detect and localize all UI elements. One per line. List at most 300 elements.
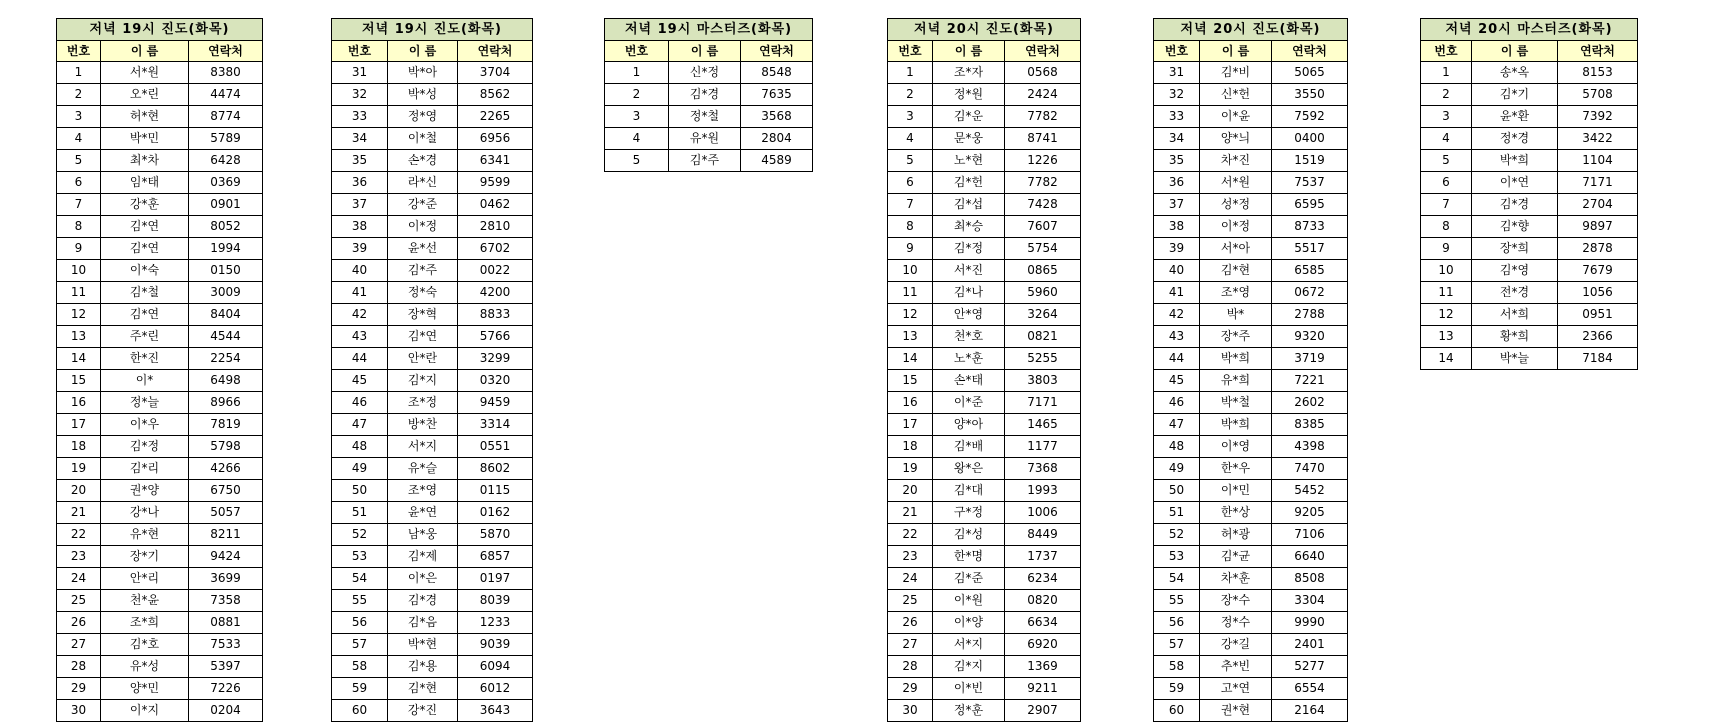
cell-contact: 0820 <box>1005 590 1081 612</box>
cell-number: 46 <box>1154 392 1200 414</box>
cell-number: 4 <box>1421 128 1472 150</box>
header-contact: 연락처 <box>1005 41 1081 62</box>
cell-name: 강*준 <box>388 194 458 216</box>
cell-contact: 5517 <box>1272 238 1348 260</box>
cell-contact: 0204 <box>189 700 263 722</box>
cell-name: 정*훈 <box>933 700 1005 722</box>
table-row <box>1154 678 1348 700</box>
cell-name: 안*란 <box>388 348 458 370</box>
cell-number: 45 <box>332 370 388 392</box>
cell-contact: 7782 <box>1005 106 1081 128</box>
cell-number: 38 <box>1154 216 1200 238</box>
cell-number: 17 <box>57 414 101 436</box>
table-row <box>888 700 1081 722</box>
table-row <box>1154 392 1348 414</box>
table-row <box>332 282 533 304</box>
cell-name: 차*진 <box>1200 150 1272 172</box>
cell-number: 56 <box>332 612 388 634</box>
cell-name: 황*희 <box>1472 326 1558 348</box>
cell-name: 김*정 <box>101 436 189 458</box>
cell-name: 이*연 <box>1472 172 1558 194</box>
cell-number: 54 <box>1154 568 1200 590</box>
table-row <box>332 260 533 282</box>
cell-number: 42 <box>332 304 388 326</box>
table-row <box>1154 194 1348 216</box>
table-row <box>888 106 1081 128</box>
table-row <box>57 194 263 216</box>
cell-name: 남*웅 <box>388 524 458 546</box>
cell-contact: 0881 <box>189 612 263 634</box>
table-row <box>332 304 533 326</box>
cell-contact: 9320 <box>1272 326 1348 348</box>
cell-name: 강*훈 <box>101 194 189 216</box>
table-row <box>888 194 1081 216</box>
cell-name: 강*나 <box>101 502 189 524</box>
table-row <box>57 172 263 194</box>
table-row <box>888 612 1081 634</box>
cell-name: 이*우 <box>101 414 189 436</box>
table-row <box>1154 502 1348 524</box>
cell-contact: 2704 <box>1558 194 1638 216</box>
cell-number: 7 <box>888 194 933 216</box>
cell-name: 김*성 <box>933 524 1005 546</box>
table-row <box>332 238 533 260</box>
cell-contact: 7106 <box>1272 524 1348 546</box>
table-row <box>57 656 263 678</box>
cell-contact: 1369 <box>1005 656 1081 678</box>
cell-contact: 7368 <box>1005 458 1081 480</box>
cell-number: 55 <box>1154 590 1200 612</box>
cell-contact: 1994 <box>189 238 263 260</box>
cell-contact: 0320 <box>458 370 533 392</box>
table-row <box>332 700 533 722</box>
cell-name: 장*수 <box>1200 590 1272 612</box>
cell-contact: 0150 <box>189 260 263 282</box>
table-row <box>57 524 263 546</box>
cell-number: 60 <box>1154 700 1200 722</box>
cell-number: 23 <box>888 546 933 568</box>
cell-contact: 7428 <box>1005 194 1081 216</box>
header-name: 이 름 <box>1200 41 1272 62</box>
cell-number: 31 <box>1154 62 1200 84</box>
cell-name: 김*음 <box>388 612 458 634</box>
table-row <box>1421 238 1638 260</box>
cell-contact: 8548 <box>741 62 813 84</box>
cell-number: 40 <box>1154 260 1200 282</box>
cell-contact: 5277 <box>1272 656 1348 678</box>
cell-name: 이*은 <box>388 568 458 590</box>
table-row <box>332 524 533 546</box>
cell-name: 이*철 <box>388 128 458 150</box>
cell-contact: 2265 <box>458 106 533 128</box>
cell-contact: 4474 <box>189 84 263 106</box>
table-row <box>1154 568 1348 590</box>
cell-contact: 5798 <box>189 436 263 458</box>
roster-table-4 <box>887 18 1081 722</box>
cell-number: 6 <box>1421 172 1472 194</box>
cell-number: 51 <box>332 502 388 524</box>
cell-contact: 1519 <box>1272 150 1348 172</box>
table-row <box>1154 414 1348 436</box>
table-title-row <box>1421 19 1638 41</box>
cell-number: 13 <box>57 326 101 348</box>
cell-name: 이*윤 <box>1200 106 1272 128</box>
header-name: 이 름 <box>388 41 458 62</box>
header-number: 번호 <box>888 41 933 62</box>
cell-name: 김*기 <box>1472 84 1558 106</box>
table-row <box>888 370 1081 392</box>
cell-number: 16 <box>888 392 933 414</box>
cell-contact: 5057 <box>189 502 263 524</box>
cell-contact: 7607 <box>1005 216 1081 238</box>
table-row <box>888 304 1081 326</box>
table-row <box>1421 194 1638 216</box>
cell-name: 박*희 <box>1200 414 1272 436</box>
table-row <box>1421 106 1638 128</box>
cell-name: 정*수 <box>1200 612 1272 634</box>
roster-table-3 <box>604 18 813 172</box>
table-row <box>888 260 1081 282</box>
cell-number: 22 <box>888 524 933 546</box>
table-title: 저녁 19시 진도(화목) <box>57 19 263 41</box>
table-row <box>1154 436 1348 458</box>
cell-number: 56 <box>1154 612 1200 634</box>
cell-name: 안*영 <box>933 304 1005 326</box>
cell-contact: 0821 <box>1005 326 1081 348</box>
header-name: 이 름 <box>101 41 189 62</box>
cell-number: 58 <box>1154 656 1200 678</box>
cell-contact: 7533 <box>189 634 263 656</box>
cell-contact: 7184 <box>1558 348 1638 370</box>
cell-name: 권*현 <box>1200 700 1272 722</box>
cell-contact: 3643 <box>458 700 533 722</box>
table-title: 저녁 19시 진도(화목) <box>332 19 533 41</box>
cell-name: 조*정 <box>388 392 458 414</box>
cell-number: 25 <box>57 590 101 612</box>
cell-name: 김*지 <box>388 370 458 392</box>
cell-name: 한*진 <box>101 348 189 370</box>
cell-contact: 6498 <box>189 370 263 392</box>
cell-number: 1 <box>57 62 101 84</box>
cell-number: 53 <box>1154 546 1200 568</box>
cell-name: 한*상 <box>1200 502 1272 524</box>
cell-name: 윤*환 <box>1472 106 1558 128</box>
table-row <box>1421 62 1638 84</box>
cell-name: 이*준 <box>933 392 1005 414</box>
table-row <box>888 656 1081 678</box>
table-row <box>1154 524 1348 546</box>
table-row <box>57 304 263 326</box>
cell-contact: 2878 <box>1558 238 1638 260</box>
cell-contact: 3299 <box>458 348 533 370</box>
cell-name: 김*헌 <box>933 172 1005 194</box>
cell-number: 14 <box>57 348 101 370</box>
cell-number: 35 <box>1154 150 1200 172</box>
cell-contact: 7221 <box>1272 370 1348 392</box>
header-row <box>888 41 1081 62</box>
cell-name: 박*아 <box>388 62 458 84</box>
table-row <box>888 502 1081 524</box>
cell-number: 11 <box>1421 282 1472 304</box>
table-row <box>332 128 533 150</box>
cell-number: 15 <box>57 370 101 392</box>
cell-contact: 7592 <box>1272 106 1348 128</box>
cell-number: 9 <box>57 238 101 260</box>
cell-name: 박*희 <box>1200 348 1272 370</box>
cell-number: 46 <box>332 392 388 414</box>
cell-number: 21 <box>888 502 933 524</box>
cell-name: 김*철 <box>101 282 189 304</box>
cell-number: 12 <box>888 304 933 326</box>
cell-contact: 1104 <box>1558 150 1638 172</box>
cell-name: 김*주 <box>388 260 458 282</box>
cell-name: 서*진 <box>933 260 1005 282</box>
cell-name: 김*연 <box>101 304 189 326</box>
cell-number: 4 <box>888 128 933 150</box>
cell-contact: 4266 <box>189 458 263 480</box>
cell-name: 천*윤 <box>101 590 189 612</box>
cell-name: 양*민 <box>101 678 189 700</box>
cell-name: 이*정 <box>388 216 458 238</box>
cell-number: 39 <box>332 238 388 260</box>
cell-contact: 8449 <box>1005 524 1081 546</box>
cell-contact: 1006 <box>1005 502 1081 524</box>
cell-name: 정*영 <box>388 106 458 128</box>
cell-number: 2 <box>605 84 669 106</box>
table-row <box>1154 458 1348 480</box>
cell-contact: 2788 <box>1272 304 1348 326</box>
cell-name: 노*훈 <box>933 348 1005 370</box>
cell-name: 김*리 <box>101 458 189 480</box>
cell-number: 43 <box>332 326 388 348</box>
cell-number: 13 <box>888 326 933 348</box>
header-contact: 연락처 <box>458 41 533 62</box>
cell-number: 6 <box>888 172 933 194</box>
cell-contact: 3719 <box>1272 348 1348 370</box>
cell-contact: 8380 <box>189 62 263 84</box>
cell-name: 이*숙 <box>101 260 189 282</box>
cell-name: 구*정 <box>933 502 1005 524</box>
cell-contact: 7226 <box>189 678 263 700</box>
table-row <box>332 568 533 590</box>
cell-contact: 3009 <box>189 282 263 304</box>
table-row <box>888 678 1081 700</box>
cell-contact: 2164 <box>1272 700 1348 722</box>
cell-number: 16 <box>57 392 101 414</box>
cell-number: 22 <box>57 524 101 546</box>
table-row <box>1154 282 1348 304</box>
table-row <box>332 216 533 238</box>
cell-contact: 6702 <box>458 238 533 260</box>
cell-name: 유*희 <box>1200 370 1272 392</box>
cell-contact: 1056 <box>1558 282 1638 304</box>
cell-contact: 0865 <box>1005 260 1081 282</box>
cell-name: 이*영 <box>1200 436 1272 458</box>
cell-number: 18 <box>888 436 933 458</box>
cell-contact: 2254 <box>189 348 263 370</box>
cell-name: 허*현 <box>101 106 189 128</box>
cell-number: 12 <box>57 304 101 326</box>
cell-number: 11 <box>888 282 933 304</box>
cell-name: 서*희 <box>1472 304 1558 326</box>
cell-contact: 2810 <box>458 216 533 238</box>
cell-contact: 8404 <box>189 304 263 326</box>
table-row <box>1421 172 1638 194</box>
cell-number: 50 <box>332 480 388 502</box>
cell-contact: 1993 <box>1005 480 1081 502</box>
cell-name: 정*경 <box>1472 128 1558 150</box>
table-row <box>57 414 263 436</box>
cell-number: 49 <box>332 458 388 480</box>
cell-number: 44 <box>1154 348 1200 370</box>
cell-contact: 6640 <box>1272 546 1348 568</box>
header-contact: 연락처 <box>189 41 263 62</box>
cell-number: 2 <box>888 84 933 106</box>
cell-contact: 6585 <box>1272 260 1348 282</box>
cell-number: 52 <box>1154 524 1200 546</box>
table-row <box>57 590 263 612</box>
table-row <box>57 128 263 150</box>
cell-contact: 6595 <box>1272 194 1348 216</box>
cell-name: 김*경 <box>388 590 458 612</box>
cell-name: 서*원 <box>101 62 189 84</box>
cell-contact: 6234 <box>1005 568 1081 590</box>
cell-name: 김*섭 <box>933 194 1005 216</box>
roster-table-2 <box>331 18 533 722</box>
header-number: 번호 <box>1154 41 1200 62</box>
table-row <box>57 216 263 238</box>
cell-name: 오*린 <box>101 84 189 106</box>
cell-name: 이*양 <box>933 612 1005 634</box>
table-row <box>888 84 1081 106</box>
cell-number: 3 <box>1421 106 1472 128</box>
cell-contact: 0022 <box>458 260 533 282</box>
cell-number: 15 <box>888 370 933 392</box>
cell-contact: 8153 <box>1558 62 1638 84</box>
cell-number: 36 <box>332 172 388 194</box>
table-row <box>332 172 533 194</box>
table-title-row <box>1154 19 1348 41</box>
cell-contact: 4398 <box>1272 436 1348 458</box>
cell-number: 24 <box>888 568 933 590</box>
cell-contact: 8052 <box>189 216 263 238</box>
cell-number: 19 <box>57 458 101 480</box>
cell-contact: 9424 <box>189 546 263 568</box>
cell-contact: 8741 <box>1005 128 1081 150</box>
cell-contact: 7635 <box>741 84 813 106</box>
cell-name: 노*현 <box>933 150 1005 172</box>
table-title: 저녁 20시 마스터즈(화목) <box>1421 19 1638 41</box>
cell-number: 3 <box>888 106 933 128</box>
cell-name: 김*향 <box>1472 216 1558 238</box>
cell-number: 5 <box>1421 150 1472 172</box>
cell-contact: 2804 <box>741 128 813 150</box>
cell-number: 47 <box>332 414 388 436</box>
table-row <box>888 458 1081 480</box>
header-name: 이 름 <box>1472 41 1558 62</box>
cell-contact: 3314 <box>458 414 533 436</box>
cell-contact: 1233 <box>458 612 533 634</box>
table-row <box>332 62 533 84</box>
cell-contact: 3704 <box>458 62 533 84</box>
cell-name: 박*성 <box>388 84 458 106</box>
cell-name: 정*원 <box>933 84 1005 106</box>
cell-name: 윤*선 <box>388 238 458 260</box>
cell-contact: 0672 <box>1272 282 1348 304</box>
cell-name: 최*승 <box>933 216 1005 238</box>
cell-contact: 2401 <box>1272 634 1348 656</box>
cell-name: 손*경 <box>388 150 458 172</box>
cell-number: 27 <box>57 634 101 656</box>
cell-contact: 6956 <box>458 128 533 150</box>
cell-name: 안*리 <box>101 568 189 590</box>
cell-name: 신*정 <box>669 62 741 84</box>
cell-number: 42 <box>1154 304 1200 326</box>
cell-name: 송*옥 <box>1472 62 1558 84</box>
cell-number: 55 <box>332 590 388 612</box>
table-title: 저녁 20시 진도(화목) <box>888 19 1081 41</box>
header-contact: 연락처 <box>1558 41 1638 62</box>
cell-number: 1 <box>1421 62 1472 84</box>
cell-number: 8 <box>888 216 933 238</box>
cell-name: 김*운 <box>933 106 1005 128</box>
cell-number: 32 <box>332 84 388 106</box>
cell-contact: 5708 <box>1558 84 1638 106</box>
cell-name: 윤*연 <box>388 502 458 524</box>
header-number: 번호 <box>605 41 669 62</box>
cell-number: 35 <box>332 150 388 172</box>
cell-contact: 5255 <box>1005 348 1081 370</box>
cell-contact: 3568 <box>741 106 813 128</box>
cell-name: 박*민 <box>101 128 189 150</box>
header-row <box>605 41 813 62</box>
cell-number: 7 <box>57 194 101 216</box>
header-row <box>1421 41 1638 62</box>
cell-number: 10 <box>57 260 101 282</box>
table-row <box>888 546 1081 568</box>
table-row <box>888 634 1081 656</box>
cell-number: 14 <box>1421 348 1472 370</box>
header-contact: 연락처 <box>741 41 813 62</box>
table-row <box>57 612 263 634</box>
cell-number: 4 <box>605 128 669 150</box>
cell-number: 44 <box>332 348 388 370</box>
cell-number: 9 <box>888 238 933 260</box>
table-row <box>332 348 533 370</box>
cell-contact: 2424 <box>1005 84 1081 106</box>
table-title-row <box>332 19 533 41</box>
cell-number: 33 <box>1154 106 1200 128</box>
cell-name: 장*혁 <box>388 304 458 326</box>
table-row <box>888 150 1081 172</box>
cell-name: 유*슬 <box>388 458 458 480</box>
table-row <box>888 172 1081 194</box>
table-row <box>888 414 1081 436</box>
cell-number: 30 <box>57 700 101 722</box>
cell-contact: 1737 <box>1005 546 1081 568</box>
cell-name: 임*태 <box>101 172 189 194</box>
cell-name: 서*원 <box>1200 172 1272 194</box>
table-row <box>332 612 533 634</box>
cell-name: 이*정 <box>1200 216 1272 238</box>
table-row <box>1154 260 1348 282</box>
cell-name: 문*웅 <box>933 128 1005 150</box>
cell-number: 10 <box>1421 260 1472 282</box>
table-row <box>332 326 533 348</box>
cell-name: 강*길 <box>1200 634 1272 656</box>
cell-number: 4 <box>57 128 101 150</box>
table-row <box>605 62 813 84</box>
